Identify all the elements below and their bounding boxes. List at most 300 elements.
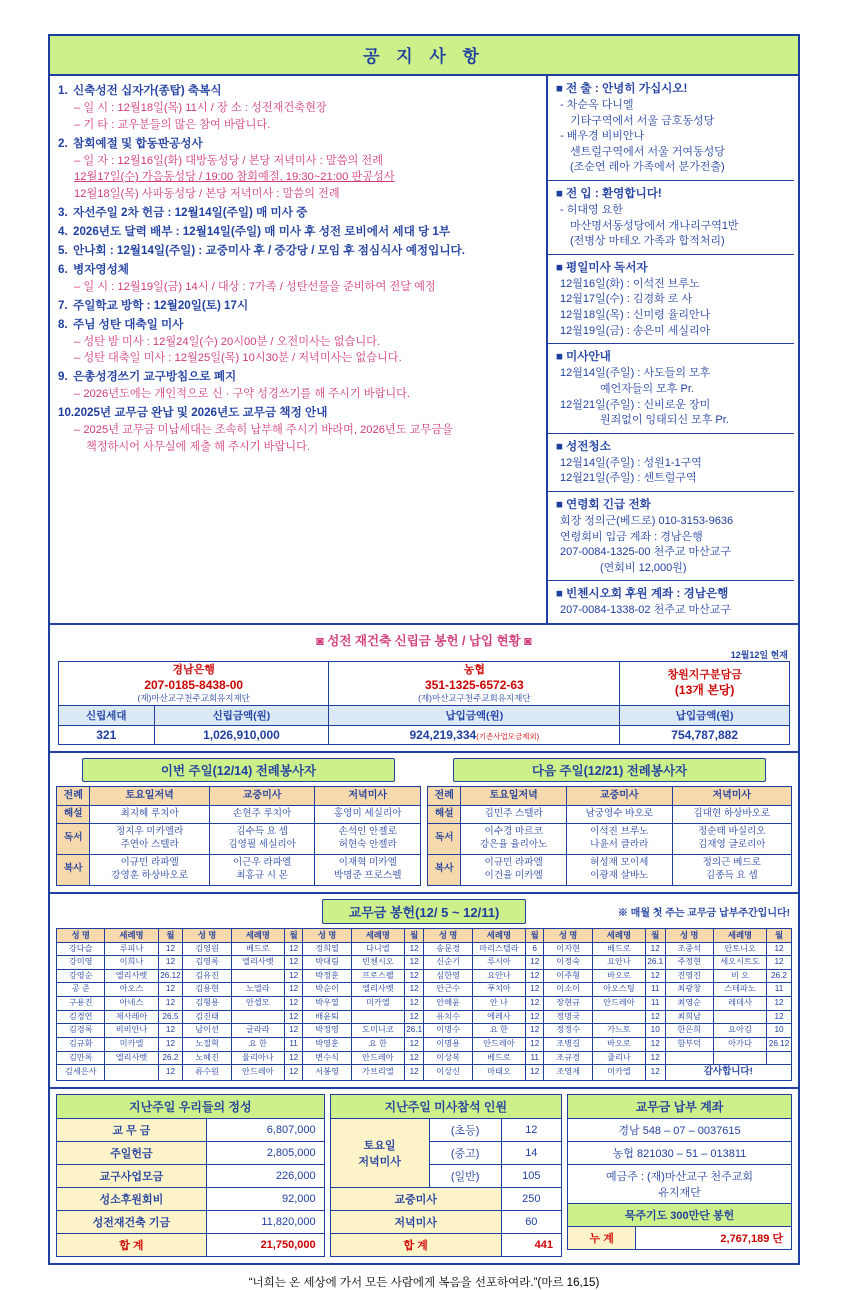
attendance-mass-label-line: 토요일 xyxy=(363,1139,396,1152)
info-box-line: 12월17일(수) : 김경화 로 사 xyxy=(560,293,693,306)
notice-subline: – 성탄 밤 미사 : 12월24일(수) 20시00분 / 오전미사는 없습니다. xyxy=(74,335,381,348)
offering-name: 신순기 xyxy=(424,956,472,970)
info-box-line: 예언자들의 모후 Pr. xyxy=(600,382,694,395)
offering-name: 박순이 xyxy=(303,983,351,997)
notice-heading-text: 주님 성탄 대축일 미사 xyxy=(73,317,184,331)
offering-name: 박영훈 xyxy=(303,1038,351,1052)
attendance-group-label: (중고) xyxy=(429,1141,501,1164)
bank-name-1: 농협 xyxy=(463,664,485,677)
offering-baptismal-name: 안드레아 xyxy=(351,1051,404,1065)
account-line-part: 농협 821030 – 51 – 013811 xyxy=(612,1147,747,1160)
offering-column-header: 세례명 xyxy=(105,928,158,942)
offering-baptismal-name: 요 한 xyxy=(351,1038,404,1052)
offering-baptismal-name: 프로스펠 xyxy=(351,969,404,983)
offering-month: 12 xyxy=(158,1038,183,1052)
info-box-line: 센트럴구역에서 서울 거여동성당 xyxy=(570,145,725,158)
offering-name: 조병길 xyxy=(544,1038,592,1052)
donation-table xyxy=(58,661,790,745)
attendance-group-label: (초등) xyxy=(429,1118,501,1141)
offering-column-header: 성 명 xyxy=(183,928,231,942)
offering-name: 최영순 xyxy=(665,997,713,1011)
bank-name-0: 경남은행 xyxy=(172,664,215,677)
donation-section xyxy=(50,623,798,751)
offering-name: 서봉영 xyxy=(303,1065,351,1080)
table-row xyxy=(57,997,792,1011)
service-person: 손석인 안젤로 xyxy=(338,825,397,837)
square-bullet-icon: ■ xyxy=(556,187,564,201)
offering-month: 12 xyxy=(284,956,302,970)
notice-subline: 12월18일(목) 사파동성당 / 본당 저녁미사 : 말씀의 전례 xyxy=(74,188,340,201)
offering-total-label: 합 계 xyxy=(57,1233,207,1256)
offering-baptismal-name: 비비안나 xyxy=(105,1024,158,1038)
bank-cell-2 xyxy=(620,662,790,706)
service-column-header: 교중미사 xyxy=(209,787,315,806)
offering-name: 이상복 xyxy=(424,1051,472,1065)
info-box-title-text: 연령회 긴급 전화 xyxy=(566,497,651,511)
notice-subline: – 일 시 : 12월19일(금) 14시 / 대상 : 7가족 / 성탄선물을 준비하여 전달 예정 xyxy=(74,280,436,293)
notice-item xyxy=(58,223,540,241)
notice-item xyxy=(58,242,540,260)
notice-item xyxy=(58,316,540,368)
service-person: 김종득 요 셉 xyxy=(705,869,758,881)
service-cell xyxy=(672,854,791,885)
notice-heading-text: 신축성전 십자가(종탑) 축복식 xyxy=(73,84,222,97)
offering-name: 박정훈 xyxy=(303,969,351,983)
service-person: 박명준 프로스펠 xyxy=(333,869,402,881)
table-row xyxy=(428,805,792,823)
offering-total-value: 21,750,000 xyxy=(206,1233,324,1256)
notice-heading-text: 2026년도 달력 배부 : 12월14일(주일) 매 미사 후 성전 로비에서 세대 당 1부 xyxy=(73,224,451,238)
notice-item xyxy=(58,404,540,456)
table-row xyxy=(567,1164,791,1203)
notice-subline: 12월17일(수) 가음동성당 / 19:00 참회예절, 19:30~21:00 판공성사 xyxy=(74,171,395,184)
info-box-line: - 허대영 요한 xyxy=(560,204,623,217)
offering-name: 이정숙 xyxy=(544,956,592,970)
offering-name: 김규화 xyxy=(57,1038,105,1052)
offering-name: 정명국 xyxy=(544,1010,592,1024)
offering-column-header: 세례명 xyxy=(592,928,645,942)
offering-month: 11 xyxy=(767,983,792,997)
offering-amount: 2,805,000 xyxy=(206,1141,324,1164)
notice-heading-text: 주일학교 방학 : 12월20일(토) 17시 xyxy=(73,298,249,312)
info-box-line: 연령회비 입금 계좌 : 경남은행 xyxy=(560,530,703,543)
notice-item xyxy=(58,261,540,296)
offering-month: 12 xyxy=(284,1051,302,1065)
offering-name: 이명수 xyxy=(424,1024,472,1038)
info-box-line: 12월14일(주일) : 사도들의 모후 xyxy=(560,367,711,380)
offering-name: 정희열 xyxy=(303,942,351,956)
offering-name: 강다슬 xyxy=(57,942,105,956)
attendance-count: 12 xyxy=(501,1118,561,1141)
offerings-summary-title: 지난주일 우리들의 정성 xyxy=(57,1094,325,1118)
donation-date: 12월12일 현재 xyxy=(730,650,788,661)
table-row xyxy=(57,1210,325,1233)
offering-baptismal-name: 이희나 xyxy=(105,956,158,970)
offering-month: 12 xyxy=(284,983,302,997)
offering-name: 이소이 xyxy=(544,983,592,997)
offering-name: 구용진 xyxy=(57,997,105,1011)
notice-column xyxy=(50,76,548,623)
table-row xyxy=(57,983,792,997)
service-person: 허현숙 안젤라 xyxy=(338,838,397,850)
offering-month: 11 xyxy=(284,1038,302,1052)
offering-month: 12 xyxy=(525,956,543,970)
offering-header xyxy=(56,899,792,924)
offering-table xyxy=(56,928,792,1081)
offering-header-row xyxy=(57,928,792,942)
offering-month: 12 xyxy=(525,1024,543,1038)
offering-baptismal-name xyxy=(105,1065,158,1080)
offering-name: 송문경 xyxy=(424,942,472,956)
offering-label: 주일헌금 xyxy=(57,1141,207,1164)
offering-baptismal-name: 다니엘 xyxy=(351,942,404,956)
service-person: 김대현 하상바오로 xyxy=(693,807,771,819)
offering-name: 김경연 xyxy=(57,1010,105,1024)
service-section xyxy=(50,751,798,891)
donation-header-3: 납입금액(원) xyxy=(620,706,790,726)
donation-bank-row xyxy=(59,662,790,706)
bank-cell-1 xyxy=(329,662,620,706)
rosary-title: 묵주기도 300만단 봉헌 xyxy=(567,1203,791,1226)
offering-name: 진영진 xyxy=(665,969,713,983)
offering-baptismal-name: 도미니코 xyxy=(351,1024,404,1038)
offering-baptismal-name: 푸치아 xyxy=(472,983,525,997)
offering-column-header: 성 명 xyxy=(665,928,713,942)
offering-name: 김형용 xyxy=(183,997,231,1011)
service-role-label: 복사 xyxy=(428,854,461,885)
bank-name-2: 창원지구분담금 xyxy=(667,669,742,682)
offering-name: 장현규 xyxy=(544,997,592,1011)
offering-name: 주정현 xyxy=(665,956,713,970)
notice-subline: – 일 시 : 12월18일(목) 11시 / 장 소 : 성전재건축현장 xyxy=(74,101,327,114)
service-cell xyxy=(90,854,209,885)
offering-month: 12 xyxy=(404,956,424,970)
offering-month: 12 xyxy=(645,1065,665,1080)
rosary-total-label: 누 계 xyxy=(567,1226,635,1249)
main-split xyxy=(50,76,798,623)
info-box-title xyxy=(556,259,788,275)
offering-name: 남이선 xyxy=(183,1024,231,1038)
offering-baptismal-name: 안드레아 xyxy=(231,1065,284,1080)
info-box-line: 12월21일(주일) : 신비로운 장미 xyxy=(560,398,711,411)
info-box-line: 12월16일(화) : 이석진 브루노 xyxy=(560,277,700,290)
service-person: 손현주 루치아 xyxy=(232,807,292,819)
offering-name: 안근수 xyxy=(424,983,472,997)
notice-heading xyxy=(58,204,540,222)
notice-subline: – 기 타 : 교우분들의 많은 참여 바랍니다. xyxy=(74,118,271,131)
service-role-label: 복사 xyxy=(57,854,90,885)
offering-name: 이자현 xyxy=(544,942,592,956)
attendance-count: 105 xyxy=(501,1164,561,1187)
square-bullet-icon: ■ xyxy=(556,497,564,511)
notice-heading-text: 참회예절 및 합동판공성사 xyxy=(73,136,203,150)
service-cell xyxy=(315,823,421,854)
info-box-title xyxy=(556,438,788,454)
offering-name: 함부덕 xyxy=(665,1038,713,1052)
notice-number: 1. xyxy=(58,84,68,97)
offering-name: 김만록 xyxy=(57,1051,105,1065)
table-row-total xyxy=(330,1233,561,1256)
table-row xyxy=(567,1118,791,1141)
info-box-line: (연회비 12,000원) xyxy=(600,561,687,574)
notice-heading xyxy=(58,82,540,100)
offering-month: 12 xyxy=(525,1010,543,1024)
offering-baptismal-name: 레데사 xyxy=(713,997,766,1011)
table-row xyxy=(57,1164,325,1187)
info-box-line: 207-0084-1338-02 천주교 마산교구 xyxy=(560,604,732,617)
service-cell xyxy=(315,805,421,823)
offering-month: 12 xyxy=(158,942,183,956)
bottom-panel-offerings xyxy=(56,1094,325,1257)
notice-heading xyxy=(58,368,540,386)
offering-name: 김영록 xyxy=(183,956,231,970)
offering-column-header: 세례명 xyxy=(351,928,404,942)
offering-month: 12 xyxy=(767,997,792,1011)
info-box-title-text: 성전청소 xyxy=(566,439,611,453)
info-box xyxy=(548,581,794,623)
notice-number: 3. xyxy=(58,205,68,219)
service-column-header: 교중미사 xyxy=(566,787,672,806)
offering-baptismal-name: 마리스텔라 xyxy=(472,942,525,956)
service-person: 정의근 베드로 xyxy=(702,856,761,868)
offering-month: 12 xyxy=(404,969,424,983)
service-role-label: 독서 xyxy=(428,823,461,854)
offering-month: 12 xyxy=(645,969,665,983)
bottom-panel-attendance xyxy=(330,1094,562,1257)
notice-item xyxy=(58,297,540,315)
notice-heading xyxy=(58,297,540,315)
offering-baptismal-name: 베드로 xyxy=(592,942,645,956)
service-person: 김수득 요 셉 xyxy=(236,825,288,837)
offering-month: 12 xyxy=(284,969,302,983)
offering-column-header: 월 xyxy=(645,928,665,942)
service-panel xyxy=(427,758,792,885)
table-row xyxy=(57,1024,792,1038)
donation-value-0: 321 xyxy=(59,726,155,745)
offering-name: 강미영 xyxy=(57,956,105,970)
bank-cell-0 xyxy=(59,662,329,706)
offering-baptismal-name: 노엘라 xyxy=(231,983,284,997)
offering-baptismal-name: 에레사 xyxy=(472,1010,525,1024)
offering-month: 12 xyxy=(158,983,183,997)
table-row xyxy=(57,823,421,854)
offering-baptismal-name: 빈첸시오 xyxy=(351,956,404,970)
notice-heading-text: 자선주일 2차 헌금 : 12월14일(주일) 매 미사 중 xyxy=(73,205,308,219)
offering-baptismal-name: 아가다 xyxy=(713,1038,766,1052)
offering-name: 김진태 xyxy=(183,1010,231,1024)
service-banner: 다음 주일(12/21) 전례봉사자 xyxy=(453,758,767,782)
attendance-count: 14 xyxy=(501,1141,561,1164)
offering-month: 12 xyxy=(284,997,302,1011)
table-row xyxy=(57,1010,792,1024)
account-line xyxy=(567,1141,791,1164)
offering-column-header: 월 xyxy=(284,928,302,942)
service-cell xyxy=(315,854,421,885)
notice-number: 5. xyxy=(58,243,68,257)
service-cell xyxy=(90,823,209,854)
offering-month: 12 xyxy=(645,1038,665,1052)
donation-header-row xyxy=(59,706,790,726)
info-box-title xyxy=(556,585,788,601)
offering-column-header: 월 xyxy=(525,928,543,942)
service-cell xyxy=(461,805,567,823)
offering-name: 류수원 xyxy=(183,1065,231,1080)
bank-sub-0: (재)마산교구천주교회유지재단 xyxy=(137,692,250,703)
service-cell xyxy=(209,854,315,885)
service-column-header: 전례 xyxy=(428,787,461,806)
service-person: 이근우 라파엘 xyxy=(232,856,292,868)
offering-month xyxy=(767,1051,792,1065)
offering-month: 12 xyxy=(404,1051,424,1065)
info-box xyxy=(548,492,794,581)
notice-number: 10. xyxy=(58,405,75,419)
table-row xyxy=(428,823,792,854)
account-title: 교무금 납부 계좌 xyxy=(567,1094,791,1118)
offering-name: 김세은사 xyxy=(57,1065,105,1080)
bank-account-2: (13개 본당) xyxy=(674,683,735,698)
square-bullet-icon: ■ xyxy=(556,260,564,274)
service-person: 이광재 살바노 xyxy=(590,869,649,881)
service-person: 김영필 세실리아 xyxy=(228,838,296,850)
table-row xyxy=(330,1187,561,1210)
notice-heading-text: 은총성경쓰기 교구방침으로 폐지 xyxy=(73,370,237,384)
offerings-summary-table xyxy=(56,1094,325,1257)
table-row xyxy=(57,956,792,970)
offering-month: 12 xyxy=(158,1065,183,1080)
offering-name: 조규경 xyxy=(544,1051,592,1065)
offering-baptismal-name: 루시아 xyxy=(472,956,525,970)
notice-number: 9. xyxy=(58,370,68,384)
offering-baptismal-name: 세오시트도 xyxy=(713,956,766,970)
offering-label: 교 무 금 xyxy=(57,1118,207,1141)
offering-baptismal-name: 아네스 xyxy=(105,997,158,1011)
notice-heading xyxy=(58,316,540,334)
offering-baptismal-name: 마태오 xyxy=(472,1065,525,1080)
offering-baptismal-name: 요 한 xyxy=(231,1038,284,1052)
attendance-group-label: (일반) xyxy=(429,1164,501,1187)
offering-month: 12 xyxy=(525,983,543,997)
offering-month: 10 xyxy=(645,1024,665,1038)
offering-month: 12 xyxy=(404,997,424,1011)
service-person: 정순태 바실리오 xyxy=(697,825,766,837)
notice-subline: – 2025년 교무금 미납세대는 조속히 납부해 주시기 바라며, 2026년도 교무금을 xyxy=(74,423,453,436)
service-table xyxy=(56,786,421,885)
notice-number: 4. xyxy=(58,224,68,238)
service-column-header: 저녁미사 xyxy=(672,787,791,806)
table-row xyxy=(428,854,792,885)
offering-column-header: 성 명 xyxy=(424,928,472,942)
offering-month: 12 xyxy=(525,1065,543,1080)
offering-month: 12 xyxy=(525,997,543,1011)
offering-label: 성소후원회비 xyxy=(57,1187,207,1210)
table-row xyxy=(57,854,421,885)
offering-name: 박대림 xyxy=(303,956,351,970)
square-bullet-icon: ■ xyxy=(556,82,564,95)
offering-baptismal-name: 엘리사벳 xyxy=(105,1051,158,1065)
offering-baptismal-name: 미카엘 xyxy=(105,1038,158,1052)
info-box-line: (조순연 레아 가족에서 분가전출) xyxy=(570,161,725,174)
notice-subline: – 2026년도에는 개인적으로 신 · 구약 성경쓰기를 해 주시기 바랍니다. xyxy=(74,388,411,401)
info-box-line: 12월14일(주일) : 성원1-1구역 xyxy=(560,456,702,469)
attendance-count: 250 xyxy=(501,1187,561,1210)
offering-label: 성전재건축 기금 xyxy=(57,1210,207,1233)
offering-column-header: 세례명 xyxy=(231,928,284,942)
service-cell xyxy=(672,805,791,823)
offering-name: 이명용 xyxy=(424,1038,472,1052)
notice-heading xyxy=(58,135,540,153)
table-row xyxy=(57,1187,325,1210)
offering-column-header: 세례명 xyxy=(472,928,525,942)
notice-heading xyxy=(58,223,540,241)
offering-month: 12 xyxy=(158,1024,183,1038)
account-line-part: 예금주 : (재)마산교구 천주교회 xyxy=(605,1170,754,1183)
offering-baptismal-name: 안드레아 xyxy=(472,1038,525,1052)
offering-baptismal-name: 율리아나 xyxy=(231,1051,284,1065)
account-line xyxy=(567,1118,791,1141)
offering-month: 26.2 xyxy=(767,969,792,983)
notice-number: 2. xyxy=(58,136,68,150)
rosary-total-row xyxy=(567,1226,791,1249)
service-person: 강영훈 하상바오로 xyxy=(111,869,189,881)
info-box xyxy=(548,434,794,492)
offering-baptismal-name: 엘리사벳 xyxy=(105,969,158,983)
offering-name: 한은희 xyxy=(665,1024,713,1038)
info-box-title-text: 평일미사 독서자 xyxy=(566,260,648,274)
offering-month: 12 xyxy=(284,1065,302,1080)
info-box-line: 회장 정의근(베드로) 010-3153-9636 xyxy=(560,514,734,527)
offering-baptismal-name: 미카엘 xyxy=(351,997,404,1011)
table-row xyxy=(57,1141,325,1164)
notice-heading-text: 2025년 교무금 완납 및 2026년도 교무금 책정 안내 xyxy=(74,405,328,419)
offering-name: 박우열 xyxy=(303,997,351,1011)
offering-baptismal-name: 제사레아 xyxy=(105,1010,158,1024)
info-box-line: (전병상 마테오 가족과 합적처리) xyxy=(570,235,725,248)
donation-title: ◙ 성전 재건축 신립금 봉헌 / 납입 현황 ◙ xyxy=(316,634,532,649)
bank-sub-1: (재)마산교구천주교회유지재단 xyxy=(418,692,531,703)
info-box-line: 기타구역에서 서울 금호동성당 xyxy=(570,114,715,127)
attendance-mass-label: 저녁미사 xyxy=(330,1210,501,1233)
donation-header-0: 신립세대 xyxy=(59,706,155,726)
offering-column-header: 월 xyxy=(404,928,424,942)
offering-baptismal-name: 아오스 xyxy=(105,983,158,997)
rosary-total-value: 2,767,189 단 xyxy=(636,1226,792,1249)
offering-baptismal-name: 가브리엘 xyxy=(351,1065,404,1080)
offering-name: 조영제 xyxy=(544,1065,592,1080)
table-row xyxy=(57,942,792,956)
info-box-line: - 배우경 비비안나 xyxy=(560,130,645,143)
notice-number: 7. xyxy=(58,298,68,312)
square-bullet-icon: ■ xyxy=(556,587,564,601)
notice-heading-text: 안나회 : 12월14일(주일) : 교중미사 후 / 중강당 / 모임 후 점심식사 예정입니다. xyxy=(73,243,465,257)
bank-account-0: 207-0185-8438-00 xyxy=(144,677,244,692)
notice-number: 6. xyxy=(58,262,68,276)
offering-baptismal-name: 안셀모 xyxy=(231,997,284,1011)
notice-heading xyxy=(58,261,540,279)
service-banner: 이번 주일(12/14) 전례봉사자 xyxy=(82,758,396,782)
footer-quote: “너희는 온 세상에 가서 모든 사람에게 복음을 선포하여라.”(마르 16,15) xyxy=(248,1276,600,1289)
offering-baptismal-name: 가느토 xyxy=(592,1024,645,1038)
service-cell xyxy=(90,805,209,823)
offering-name: 조중석 xyxy=(665,942,713,956)
table-row xyxy=(57,1038,792,1052)
table-row xyxy=(330,1118,561,1141)
notice-item xyxy=(58,82,540,134)
offering-name: 강영순 xyxy=(57,969,105,983)
service-column-header: 저녁미사 xyxy=(315,787,421,806)
attendance-table xyxy=(330,1094,562,1257)
service-header-row xyxy=(57,787,421,806)
bottom-section xyxy=(50,1087,798,1263)
